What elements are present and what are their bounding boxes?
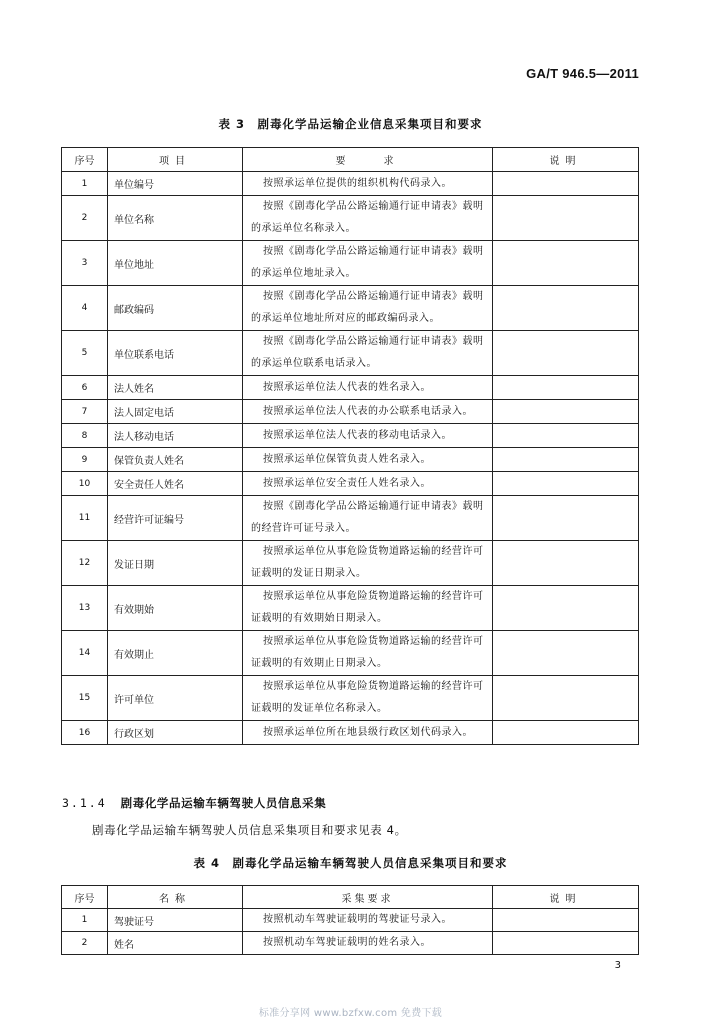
- table-row: [62, 932, 639, 955]
- row-note: [493, 541, 639, 586]
- row-note: [493, 172, 639, 196]
- table-row: [62, 331, 639, 376]
- row-requirement-text: 按照《剧毒化学品公路运输通行证申请表》载明的承运单位联系电话录入。: [251, 336, 484, 369]
- table3-header-item: 项目: [108, 148, 243, 172]
- row-requirement: [243, 286, 493, 331]
- row-number: 11: [62, 496, 108, 541]
- row-number: 16: [62, 721, 108, 745]
- row-requirement: [243, 448, 493, 472]
- row-requirement-text: 按照承运单位保管负责人姓名录入。: [263, 453, 431, 465]
- row-note: [493, 721, 639, 745]
- row-requirement-text: 按照《剧毒化学品公路运输通行证申请表》载明的承运单位地址录入。: [251, 246, 484, 279]
- section-paragraph: 剧毒化学品运输车辆驾驶人员信息采集项目和要求见表 4。: [92, 823, 407, 837]
- section-number: 3.1.4: [62, 796, 107, 810]
- row-number: 6: [62, 376, 108, 400]
- row-requirement-text: 按照承运单位法人代表的办公联系电话录入。: [263, 405, 473, 417]
- row-number: 15: [62, 676, 108, 721]
- row-requirement: [243, 932, 493, 955]
- row-note: [493, 496, 639, 541]
- row-note: [493, 676, 639, 721]
- table-row: [62, 676, 639, 721]
- table3-caption: 表 3 剧毒化学品运输企业信息采集项目和要求: [218, 117, 483, 131]
- row-number: 14: [62, 631, 108, 676]
- row-item: 邮政编码: [108, 286, 243, 331]
- table-row: [62, 196, 639, 241]
- row-note: [493, 400, 639, 424]
- table3-header-note: 说明: [493, 148, 639, 172]
- row-requirement: [243, 721, 493, 745]
- row-number: 1: [62, 172, 108, 196]
- table-row: [62, 448, 639, 472]
- table4-header-note: 说明: [493, 886, 639, 909]
- row-number: 9: [62, 448, 108, 472]
- row-item: 单位地址: [108, 241, 243, 286]
- table-row: [62, 631, 639, 676]
- row-requirement: [243, 241, 493, 286]
- row-item: 法人固定电话: [108, 400, 243, 424]
- row-item: 法人移动电话: [108, 424, 243, 448]
- table3-header-req: 要 求: [243, 148, 493, 172]
- row-item: 经营许可证编号: [108, 496, 243, 541]
- table3: [61, 147, 639, 745]
- table-row: [62, 241, 639, 286]
- row-requirement-text: 按照承运单位安全责任人姓名录入。: [263, 477, 431, 489]
- row-number: 12: [62, 541, 108, 586]
- row-requirement-text: 按照《剧毒化学品公路运输通行证申请表》载明的承运单位地址所对应的邮政编码录入。: [251, 291, 484, 324]
- row-requirement-text: 按照承运单位所在地县级行政区划代码录入。: [263, 726, 473, 738]
- row-requirement: [243, 400, 493, 424]
- row-item: 发证日期: [108, 541, 243, 586]
- row-item: 法人姓名: [108, 376, 243, 400]
- table4: [61, 885, 639, 955]
- row-number: 2: [62, 196, 108, 241]
- row-note: [493, 376, 639, 400]
- row-requirement: [243, 496, 493, 541]
- row-note: [493, 909, 639, 932]
- row-requirement: [243, 376, 493, 400]
- row-requirement: [243, 472, 493, 496]
- row-number: 10: [62, 472, 108, 496]
- row-requirement: [243, 172, 493, 196]
- row-note: [493, 241, 639, 286]
- row-requirement-text: 按照《剧毒化学品公路运输通行证申请表》载明的经营许可证号录入。: [251, 501, 484, 534]
- row-number: 3: [62, 241, 108, 286]
- row-requirement-text: 按照承运单位提供的组织机构代码录入。: [263, 177, 452, 189]
- table-row: [62, 541, 639, 586]
- row-requirement: [243, 331, 493, 376]
- row-note: [493, 586, 639, 631]
- row-requirement-text: 按照承运单位从事危险货物道路运输的经营许可证载明的发证日期录入。: [251, 546, 484, 579]
- row-requirement: [243, 676, 493, 721]
- table4-header-no: 序号: [62, 886, 108, 909]
- table-row: [62, 586, 639, 631]
- row-item: 安全责任人姓名: [108, 472, 243, 496]
- row-note: [493, 448, 639, 472]
- row-note: [493, 631, 639, 676]
- row-requirement: [243, 541, 493, 586]
- row-item: 行政区划: [108, 721, 243, 745]
- row-requirement: [243, 424, 493, 448]
- table-row: [62, 496, 639, 541]
- page-number: 3: [614, 960, 621, 971]
- table-row: [62, 172, 639, 196]
- row-note: [493, 472, 639, 496]
- watermark: 标准分享网 www.bzfxw.com 免费下载: [258, 1008, 443, 1019]
- row-number: 5: [62, 331, 108, 376]
- table-row: [62, 286, 639, 331]
- table4-header-item: 名称: [108, 886, 243, 909]
- table-row: [62, 376, 639, 400]
- row-item: 驾驶证号: [108, 909, 243, 932]
- row-number: 1: [62, 909, 108, 932]
- row-requirement: [243, 909, 493, 932]
- table-row: [62, 400, 639, 424]
- table-row: [62, 721, 639, 745]
- row-number: 7: [62, 400, 108, 424]
- row-requirement: [243, 586, 493, 631]
- row-item: 单位编号: [108, 172, 243, 196]
- row-requirement: [243, 631, 493, 676]
- row-item: 姓名: [108, 932, 243, 955]
- row-item: 有效期止: [108, 631, 243, 676]
- table3-header-no: 序号: [62, 148, 108, 172]
- table4-caption: 表 4 剧毒化学品运输车辆驾驶人员信息采集项目和要求: [193, 856, 508, 870]
- row-number: 2: [62, 932, 108, 955]
- table-row: [62, 424, 639, 448]
- standard-number: GA/T 946.5—2011: [526, 66, 639, 81]
- row-note: [493, 424, 639, 448]
- row-note: [493, 196, 639, 241]
- table4-header-req: 采集要求: [243, 886, 493, 909]
- row-item: 单位名称: [108, 196, 243, 241]
- row-number: 13: [62, 586, 108, 631]
- row-requirement-text: 按照承运单位法人代表的移动电话录入。: [263, 429, 452, 441]
- table-row: [62, 472, 639, 496]
- row-requirement-text: 按照承运单位从事危险货物道路运输的经营许可证载明的有效期始日期录入。: [251, 591, 484, 624]
- row-requirement-text: 按照机动车驾驶证载明的驾驶证号录入。: [263, 914, 452, 925]
- row-requirement-text: 按照承运单位从事危险货物道路运输的经营许可证载明的有效期止日期录入。: [251, 636, 484, 669]
- row-item: 许可单位: [108, 676, 243, 721]
- row-note: [493, 331, 639, 376]
- row-note: [493, 286, 639, 331]
- row-number: 4: [62, 286, 108, 331]
- row-note: [493, 932, 639, 955]
- row-requirement-text: 按照机动车驾驶证载明的姓名录入。: [263, 937, 431, 948]
- table-row: [62, 909, 639, 932]
- row-item: 有效期始: [108, 586, 243, 631]
- row-item: 保管负责人姓名: [108, 448, 243, 472]
- row-requirement-text: 按照承运单位法人代表的姓名录入。: [263, 381, 431, 393]
- row-item: 单位联系电话: [108, 331, 243, 376]
- row-requirement: [243, 196, 493, 241]
- section-heading: [62, 795, 326, 811]
- section-title: 剧毒化学品运输车辆驾驶人员信息采集: [120, 796, 327, 810]
- row-requirement-text: 按照承运单位从事危险货物道路运输的经营许可证载明的发证单位名称录入。: [251, 681, 484, 714]
- row-requirement-text: 按照《剧毒化学品公路运输通行证申请表》载明的承运单位名称录入。: [251, 201, 484, 234]
- row-number: 8: [62, 424, 108, 448]
